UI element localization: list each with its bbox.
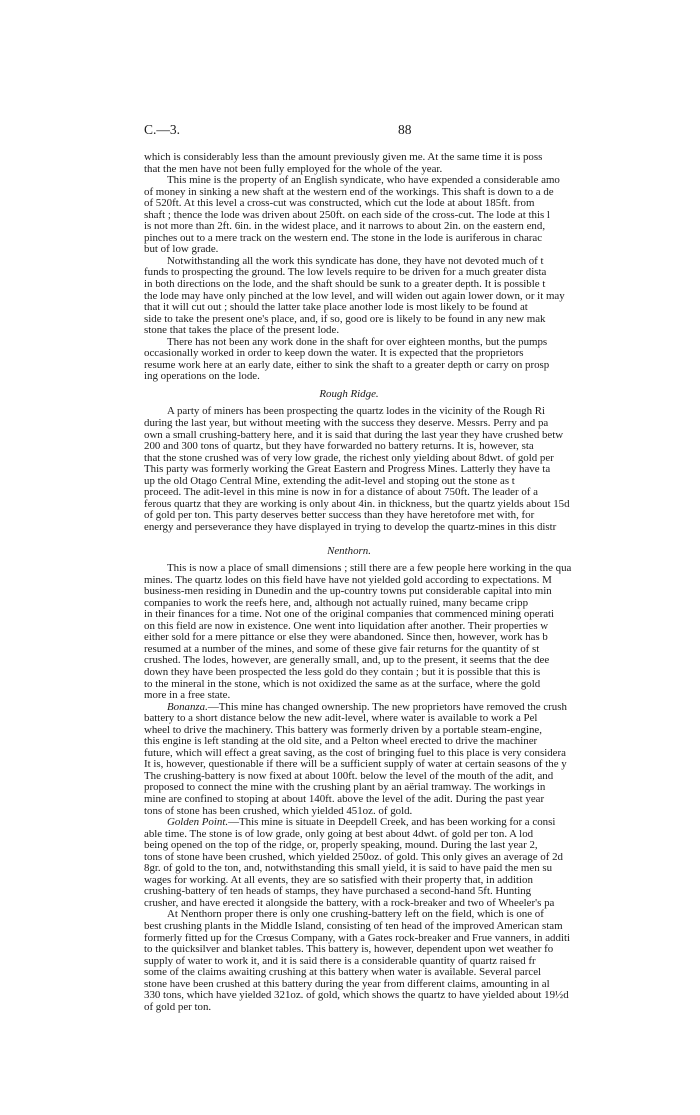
text-line: 330 tons, which have yielded 321oz. of gold, which shows the quartz to have yielded about 19½d [144, 989, 569, 1002]
text-line: to the mineral in the stone, which is not oxidized the same as at the surface, where the gold [144, 677, 541, 690]
text-line: to the quicksilver and blanket tables. This battery is, however, dependent upon wet weather fo [144, 943, 554, 956]
text-line: The crushing-battery is now fixed at about 100ft. below the level of the mouth of the adit, and [144, 769, 554, 782]
text-line: crushed. The lodes, however, are generally small, and, up to the present, it seems that the dee [144, 654, 550, 667]
bonanza-section [144, 713, 700, 817]
golden-point-first-text: —This mine is situate in Deepdell Creek, and has been working for a consi [228, 816, 556, 829]
text-line: future, which will effect a great saving, as the cost of bringing fuel to this place is very considera [144, 746, 566, 759]
text-line: best crushing plants in the Middle Island, consisting of ten head of the improved American stam [144, 920, 563, 932]
text-line: side to take the present one's place, and, if so, good ore is likely to be found in any new mak [144, 312, 546, 325]
text-line: mines. The quartz lodes on this field have have not yielded gold according to expectations. M [144, 573, 552, 586]
text-line: funds to prospecting the ground. The low levels require to be driven for a much greater dista [144, 266, 547, 279]
text-line: energy and perseverance they have displayed in trying to develop the quartz-mines in this distr [144, 520, 557, 533]
golden-point-title: Golden Point. [167, 816, 229, 829]
rough-ridge-section [144, 406, 700, 533]
text-line: of 520ft. At this level a cross-cut was constructed, which cut the lode at about 185ft. from [144, 197, 535, 210]
text-line: There has not been any work done in the shaft for over eighteen months, but the pumps [167, 335, 548, 348]
text-line: of money in sinking a new shaft at the western end of the workings. This shaft is down to a de [144, 185, 554, 198]
text-line: mine are confined to stoping at about 140ft. above the level of the adit. During the past year [144, 792, 545, 805]
text-line: some of the claims awaiting crushing at this battery when water is available. Several parcel [144, 966, 542, 979]
text-line: up the old Otago Central Mine, extending the adit-level and stoping out the stone as t [144, 474, 515, 487]
intro-section [144, 152, 700, 383]
golden-point-first-line [144, 817, 700, 829]
text-line: able time. The stone is of low grade, only going at best about 4dwt. of gold per ton. A lod [144, 827, 534, 840]
text-line: being opened on the top of the ridge, or, properly speaking, mound. During the last year 2, [144, 839, 538, 852]
bonanza-first-text: —This mine has changed ownership. The new proprietors have removed the crush [207, 700, 567, 713]
text-line: own a small crushing-battery here, and it is said that during the last year they have crushed betw [144, 428, 564, 441]
text-line: down they have been prospected the less gold do they contain ; but it is possible that this is [144, 665, 541, 678]
text-line: but of low grade. [144, 243, 219, 256]
text-line: supply of water to work it, and it is said there is a considerable quantity of quartz raised fr [144, 954, 536, 967]
nenthorn-section [144, 563, 700, 702]
text-line: ing operations on the lode. [144, 370, 260, 383]
body-text [144, 152, 700, 1013]
text-line: This party was formerly working the Great Eastern and Progress Mines. Latterly they have ta [144, 463, 551, 476]
text-line: stone that takes the place of the present lode. [144, 324, 340, 337]
nenthorn-proper-section [144, 909, 700, 1013]
document-code: C.—3. [144, 122, 181, 137]
text-line: business-men residing in Dunedin and the up-country towns put considerable capital into min [144, 585, 552, 598]
text-line: companies to work the reefs here, and, although not actually ruined, many became cripp [144, 596, 529, 609]
text-line: tons of stone has been crushed, which yielded 451oz. of gold. [144, 804, 413, 817]
text-line: in both directions on the lode, and the shaft should be sunk to a greater depth. It is possible t [144, 278, 546, 291]
golden-point-section [144, 829, 700, 910]
text-line: 200 and 300 tons of quartz, but they have forwarded no battery returns. It is, however, sta [144, 440, 534, 453]
text-line: during the last year, but without meeting with the success they deserve. Messrs. Perry and pa [144, 417, 549, 430]
text-line: on this field are now in existence. One went into liquidation after another. Their properties w [144, 619, 549, 632]
heading-nenthorn: Nenthorn. [327, 544, 371, 557]
text-line: this engine is left standing at the old site, and a Pelton wheel erected to drive the machiner [144, 735, 538, 748]
text-line: of gold per ton. [144, 1000, 212, 1013]
page-header [144, 122, 700, 140]
text-line: This mine is the property of an English syndicate, who have expended a considerable amo [167, 174, 560, 187]
text-line: battery to a short distance below the new adit-level, where water is available to work a Pel [144, 712, 538, 725]
text-line: At Nenthorn proper there is only one crushing-battery left on the field, which is one of [167, 908, 544, 921]
text-line: more in a free state. [144, 689, 231, 702]
text-line: formerly fitted up for the Crœsus Company, with a Gates rock-breaker and Frue vanners, in additi [144, 931, 571, 944]
text-line: stone have been crushed at this battery during the year from different claims, amounting in al [144, 977, 550, 990]
text-line: This is now a place of small dimensions ; still there are a few people here working in the qua [167, 562, 572, 575]
text-line: A party of miners has been prospecting the quartz lodes in the vicinity of the Rough Ri [167, 405, 546, 418]
text-line: of gold per ton. This party deserves better success than they have heretofore met with, for [144, 509, 535, 522]
bonanza-title: Bonanza. [167, 700, 208, 713]
text-line: wages for working. At all events, they are so satisfied with their property that, in addition [144, 873, 533, 886]
text-line: wheel to drive the machinery. This battery was formerly driven by a portable steam-engine, [144, 723, 542, 736]
text-line: is not more than 2ft. 6in. in the widest place, and it narrows to about 2in. on the eastern end, [144, 220, 546, 233]
text-line: resume work here at an early date, either to sink the shaft to a greater depth or carry on prosp [144, 358, 550, 371]
text-line: Notwithstanding all the work this syndicate has done, they have not devoted much of t [167, 254, 544, 267]
page-number: 88 [398, 122, 412, 137]
text-line: proceed. The adit-level in this mine is now in for a distance of about 750ft. The leader of a [144, 486, 538, 499]
text-line: proposed to connect the mine with the crushing plant by an aërial tramway. The workings in [144, 781, 546, 794]
text-line: in their finances for a time. Not one of the original companies that commenced mining operati [144, 608, 555, 621]
text-line: shaft ; thence the lode was driven about 250ft. on each side of the cross-cut. The lode at this l [144, 208, 550, 221]
text-line: ferous quartz that they are working is only about 4in. in thickness, but the quartz yields about 15d [144, 497, 570, 510]
text-line: tons of stone have been crushed, which yielded 250oz. of gold. This only gives an average of 2d [144, 850, 563, 863]
text-line: 8gr. of gold to the ton, and, notwithstanding this small yield, it is said to have paid the men su [144, 862, 553, 875]
text-line: either sold for a mere pittance or else they were abandoned. Since then, however, work has b [144, 631, 548, 644]
text-line: the lode may have only pinched at the low level, and will widen out again lower down, or it may [144, 289, 565, 302]
text-line: occasionally worked in order to keep down the water. It is expected that the proprietors [144, 347, 524, 360]
text-line: that the men have not been fully employed for the whole of the year. [144, 162, 443, 175]
text-line: crusher, and have erected it alongside the battery, with a rock-breaker and two of Wheeler's pa [144, 896, 555, 909]
text-line: which is considerably less than the amount previously given me. At the same time it is poss [144, 151, 543, 163]
text-line: It is, however, questionable if there will be a sufficient supply of water at certain seasons of the y [144, 758, 567, 771]
heading-rough-ridge: Rough Ridge. [319, 387, 379, 400]
text-line: that the stone crushed was of very low grade, the richest only yielding about 8dwt. of gold per [144, 451, 554, 464]
text-line: pinches out to a mere track on the western end. The stone in the lode is auriferous in charac [144, 231, 543, 244]
text-line: that it will cut out ; should the latter take place another lode is most likely to be found at [144, 301, 528, 314]
text-line: resumed at a number of the mines, and some of these give fair returns for the quantity of st [144, 642, 540, 655]
text-line: crushing-battery of ten heads of stamps, they have purchased a second-hand 5ft. Hunting [144, 885, 532, 898]
